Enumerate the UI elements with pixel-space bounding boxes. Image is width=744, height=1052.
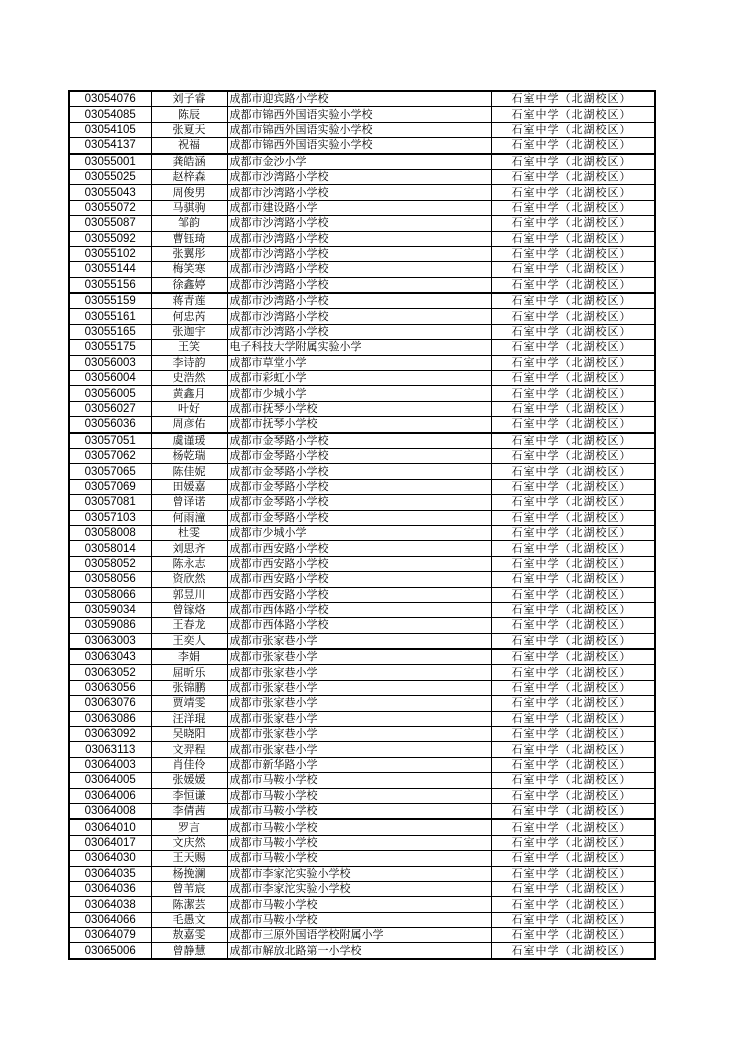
admitted-school-cell: 石室中学（北湖校区） [491,742,655,757]
table-row [69,897,655,912]
admitted-school-cell: 石室中学（北湖校区） [491,231,655,246]
student-name-cell: 何雨潼 [151,510,227,525]
admitted-school-cell: 石室中学（北湖校区） [491,819,655,835]
table-row [69,293,655,309]
table-row [69,742,655,757]
primary-school-cell: 成都市张家巷小学 [227,727,491,742]
student-name-cell: 罗言 [151,819,227,835]
admitted-school-cell: 石室中学（北湖校区） [491,371,655,386]
student-name-cell: 陈潔芸 [151,897,227,912]
student-id-cell: 03055072 [69,200,151,215]
primary-school-cell: 成都市西安路小学校 [227,541,491,556]
primary-school-cell: 成都市抚琴小学校 [227,401,491,416]
student-name-cell: 文庆然 [151,835,227,850]
table-row [69,107,655,122]
student-name-cell: 曾静慧 [151,943,227,959]
student-name-cell: 陈永志 [151,556,227,571]
primary-school-cell: 成都市西体路小学校 [227,618,491,633]
admitted-school-cell: 石室中学（北湖校区） [491,711,655,726]
admitted-school-cell: 石室中学（北湖校区） [491,138,655,154]
student-id-cell: 03057103 [69,510,151,525]
primary-school-cell: 成都市解放北路第一小学校 [227,943,491,959]
student-id-cell: 03059086 [69,618,151,633]
student-id-cell: 03064038 [69,897,151,912]
student-name-cell: 贾靖雯 [151,696,227,711]
table-row [69,324,655,339]
student-name-cell: 龚皓涵 [151,154,227,170]
admitted-school-cell: 石室中学（北湖校区） [491,464,655,479]
table-row [69,277,655,293]
student-name-cell: 毛愚文 [151,912,227,927]
primary-school-cell: 成都市张家巷小学 [227,696,491,711]
primary-school-cell: 成都市沙湾路小学校 [227,309,491,324]
primary-school-cell: 成都市马鞍小学校 [227,912,491,927]
student-id-cell: 03058066 [69,587,151,602]
table-row [69,340,655,355]
student-id-cell: 03055165 [69,324,151,339]
student-id-cell: 03054085 [69,107,151,122]
table-row [69,122,655,137]
primary-school-cell: 成都市金琴路小学校 [227,510,491,525]
admitted-school-cell: 石室中学（北湖校区） [491,340,655,355]
table-row [69,185,655,200]
admitted-school-cell: 石室中学（北湖校区） [491,618,655,633]
table-row [69,912,655,927]
admission-table [68,90,656,960]
admitted-school-cell: 石室中学（北湖校区） [491,572,655,587]
admitted-school-cell: 石室中学（北湖校区） [491,495,655,510]
admitted-school-cell: 石室中学（北湖校区） [491,587,655,602]
student-name-cell: 陈佳妮 [151,464,227,479]
student-name-cell: 何忠芮 [151,309,227,324]
admitted-school-cell: 石室中学（北湖校区） [491,912,655,927]
primary-school-cell: 成都市马鞍小学校 [227,773,491,788]
student-id-cell: 03055102 [69,246,151,261]
table-row [69,696,655,711]
table-row [69,216,655,231]
table-row [69,138,655,154]
admitted-school-cell: 石室中学（北湖校区） [491,773,655,788]
table-row [69,757,655,772]
student-id-cell: 03058052 [69,556,151,571]
student-id-cell: 03063003 [69,633,151,649]
student-id-cell: 03064006 [69,788,151,803]
student-id-cell: 03058014 [69,541,151,556]
student-name-cell: 王笑 [151,340,227,355]
primary-school-cell: 成都市张家巷小学 [227,649,491,665]
student-id-cell: 03063076 [69,696,151,711]
table-row [69,401,655,416]
student-name-cell: 曾镓烙 [151,602,227,617]
primary-school-cell: 成都市沙湾路小学校 [227,246,491,261]
table-row [69,587,655,602]
student-name-cell: 张锦鹏 [151,680,227,695]
student-name-cell: 曾译诺 [151,495,227,510]
student-id-cell: 03054137 [69,138,151,154]
table-row [69,851,655,866]
table-row [69,448,655,463]
table-row [69,881,655,896]
student-id-cell: 03055175 [69,340,151,355]
student-name-cell: 赵梓森 [151,169,227,184]
admitted-school-cell: 石室中学（北湖校区） [491,696,655,711]
student-name-cell: 黄鑫月 [151,386,227,401]
admitted-school-cell: 石室中学（北湖校区） [491,386,655,401]
admitted-school-cell: 石室中学（北湖校区） [491,803,655,819]
student-name-cell: 汪洋琨 [151,711,227,726]
table-row [69,169,655,184]
table-row [69,572,655,587]
primary-school-cell: 成都市马鞍小学校 [227,835,491,850]
primary-school-cell: 成都市金琴路小学校 [227,464,491,479]
primary-school-cell: 成都市西安路小学校 [227,556,491,571]
primary-school-cell: 成都市张家巷小学 [227,665,491,680]
table-row [69,541,655,556]
student-name-cell: 邹韵 [151,216,227,231]
primary-school-cell: 成都市抚琴小学校 [227,417,491,433]
table-row [69,154,655,170]
table-row [69,711,655,726]
table-row [69,803,655,819]
admitted-school-cell: 石室中学（北湖校区） [491,417,655,433]
primary-school-cell: 成都市马鞍小学校 [227,897,491,912]
table-row [69,556,655,571]
admitted-school-cell: 石室中学（北湖校区） [491,107,655,122]
student-name-cell: 张夏天 [151,122,227,137]
admitted-school-cell: 石室中学（北湖校区） [491,401,655,416]
primary-school-cell: 电子科技大学附属实验小学 [227,340,491,355]
table-row [69,835,655,850]
student-id-cell: 03058056 [69,572,151,587]
student-id-cell: 03064036 [69,881,151,896]
table-row [69,386,655,401]
admitted-school-cell: 石室中学（北湖校区） [491,556,655,571]
student-id-cell: 03056003 [69,355,151,370]
student-name-cell: 李倩茜 [151,803,227,819]
table-row [69,309,655,324]
primary-school-cell: 成都市金沙小学 [227,154,491,170]
admitted-school-cell: 石室中学（北湖校区） [491,216,655,231]
primary-school-cell: 成都市张家巷小学 [227,633,491,649]
admitted-school-cell: 石室中学（北湖校区） [491,649,655,665]
primary-school-cell: 成都市沙湾路小学校 [227,185,491,200]
student-id-cell: 03055001 [69,154,151,170]
table-row [69,602,655,617]
student-id-cell: 03064079 [69,928,151,943]
admitted-school-cell: 石室中学（北湖校区） [491,835,655,850]
primary-school-cell: 成都市三原外国语学校附属小学 [227,928,491,943]
primary-school-cell: 成都市马鞍小学校 [227,803,491,819]
admitted-school-cell: 石室中学（北湖校区） [491,943,655,959]
primary-school-cell: 成都市张家巷小学 [227,742,491,757]
admitted-school-cell: 石室中学（北湖校区） [491,665,655,680]
admitted-school-cell: 石室中学（北湖校区） [491,757,655,772]
table-row [69,262,655,277]
table-row [69,727,655,742]
admitted-school-cell: 石室中学（北湖校区） [491,881,655,896]
table-row [69,928,655,943]
primary-school-cell: 成都市西体路小学校 [227,602,491,617]
student-id-cell: 03055043 [69,185,151,200]
table-row [69,371,655,386]
table-row [69,91,655,107]
student-id-cell: 03063056 [69,680,151,695]
primary-school-cell: 成都市锦西外国语实验小学校 [227,138,491,154]
admitted-school-cell: 石室中学（北湖校区） [491,541,655,556]
student-name-cell: 史浩然 [151,371,227,386]
student-name-cell: 张媛媛 [151,773,227,788]
primary-school-cell: 成都市建设路小学 [227,200,491,215]
student-name-cell: 周俊男 [151,185,227,200]
primary-school-cell: 成都市沙湾路小学校 [227,324,491,339]
student-name-cell: 曹钰琦 [151,231,227,246]
admitted-school-cell: 石室中学（北湖校区） [491,525,655,540]
primary-school-cell: 成都市沙湾路小学校 [227,262,491,277]
student-name-cell: 张翼彤 [151,246,227,261]
admitted-school-cell: 石室中学（北湖校区） [491,851,655,866]
student-name-cell: 杜雯 [151,525,227,540]
student-id-cell: 03055025 [69,169,151,184]
primary-school-cell: 成都市沙湾路小学校 [227,293,491,309]
admitted-school-cell: 石室中学（北湖校区） [491,788,655,803]
table-row [69,773,655,788]
student-id-cell: 03064017 [69,835,151,850]
student-name-cell: 虞谨瑗 [151,433,227,449]
student-name-cell: 王奕人 [151,633,227,649]
student-id-cell: 03057069 [69,479,151,494]
student-name-cell: 周彦佑 [151,417,227,433]
student-name-cell: 祝福 [151,138,227,154]
student-id-cell: 03064003 [69,757,151,772]
admitted-school-cell: 石室中学（北湖校区） [491,897,655,912]
student-name-cell: 杨乾瑞 [151,448,227,463]
admitted-school-cell: 石室中学（北湖校区） [491,928,655,943]
student-id-cell: 03054105 [69,122,151,137]
primary-school-cell: 成都市马鞍小学校 [227,819,491,835]
table-row [69,680,655,695]
primary-school-cell: 成都市沙湾路小学校 [227,216,491,231]
student-name-cell: 王春龙 [151,618,227,633]
student-id-cell: 03057081 [69,495,151,510]
table-row [69,665,655,680]
admitted-school-cell: 石室中学（北湖校区） [491,293,655,309]
student-id-cell: 03064010 [69,819,151,835]
table-row [69,479,655,494]
admitted-school-cell: 石室中学（北湖校区） [491,277,655,293]
student-id-cell: 03058008 [69,525,151,540]
admitted-school-cell: 石室中学（北湖校区） [491,122,655,137]
student-id-cell: 03064030 [69,851,151,866]
student-name-cell: 蒋青莲 [151,293,227,309]
primary-school-cell: 成都市李家沱实验小学校 [227,866,491,881]
admitted-school-cell: 石室中学（北湖校区） [491,246,655,261]
primary-school-cell: 成都市彩虹小学 [227,371,491,386]
primary-school-cell: 成都市新华路小学 [227,757,491,772]
student-name-cell: 郭昱川 [151,587,227,602]
admitted-school-cell: 石室中学（北湖校区） [491,510,655,525]
primary-school-cell: 成都市少城小学 [227,386,491,401]
student-name-cell: 肖佳伶 [151,757,227,772]
table-row [69,633,655,649]
student-id-cell: 03063092 [69,727,151,742]
admitted-school-cell: 石室中学（北湖校区） [491,185,655,200]
student-id-cell: 03063086 [69,711,151,726]
table-row [69,819,655,835]
admitted-school-cell: 石室中学（北湖校区） [491,262,655,277]
student-name-cell: 屈昕乐 [151,665,227,680]
student-name-cell: 张迦宇 [151,324,227,339]
primary-school-cell: 成都市金琴路小学校 [227,479,491,494]
student-id-cell: 03056005 [69,386,151,401]
table-row [69,200,655,215]
student-name-cell: 叶好 [151,401,227,416]
admitted-school-cell: 石室中学（北湖校区） [491,479,655,494]
student-name-cell: 陈辰 [151,107,227,122]
student-id-cell: 03056036 [69,417,151,433]
student-name-cell: 马骐驹 [151,200,227,215]
student-id-cell: 03057062 [69,448,151,463]
primary-school-cell: 成都市锦西外国语实验小学校 [227,107,491,122]
table-row [69,464,655,479]
table-row [69,231,655,246]
table-row [69,618,655,633]
primary-school-cell: 成都市马鞍小学校 [227,851,491,866]
student-name-cell: 李诗韵 [151,355,227,370]
admitted-school-cell: 石室中学（北湖校区） [491,680,655,695]
admitted-school-cell: 石室中学（北湖校区） [491,309,655,324]
primary-school-cell: 成都市西安路小学校 [227,587,491,602]
student-id-cell: 03055161 [69,309,151,324]
student-id-cell: 03064008 [69,803,151,819]
student-id-cell: 03057065 [69,464,151,479]
table-row [69,525,655,540]
table-row [69,433,655,449]
student-name-cell: 资欣然 [151,572,227,587]
admitted-school-cell: 石室中学（北湖校区） [491,602,655,617]
primary-school-cell: 成都市金琴路小学校 [227,495,491,510]
student-name-cell: 吴晓阳 [151,727,227,742]
student-id-cell: 03063113 [69,742,151,757]
table-row [69,866,655,881]
student-name-cell: 曾苇宸 [151,881,227,896]
admitted-school-cell: 石室中学（北湖校区） [491,154,655,170]
student-name-cell: 杨挽澜 [151,866,227,881]
student-id-cell: 03055087 [69,216,151,231]
student-name-cell: 刘子睿 [151,91,227,107]
admitted-school-cell: 石室中学（北湖校区） [491,169,655,184]
student-id-cell: 03055156 [69,277,151,293]
admitted-school-cell: 石室中学（北湖校区） [491,355,655,370]
admitted-school-cell: 石室中学（北湖校区） [491,633,655,649]
primary-school-cell: 成都市马鞍小学校 [227,788,491,803]
primary-school-cell: 成都市张家巷小学 [227,711,491,726]
table-body [69,91,655,959]
student-name-cell: 李娟 [151,649,227,665]
admitted-school-cell: 石室中学（北湖校区） [491,200,655,215]
student-name-cell: 田媛嘉 [151,479,227,494]
student-id-cell: 03056027 [69,401,151,416]
student-name-cell: 刘思齐 [151,541,227,556]
student-id-cell: 03064066 [69,912,151,927]
primary-school-cell: 成都市金琴路小学校 [227,448,491,463]
primary-school-cell: 成都市草堂小学 [227,355,491,370]
primary-school-cell: 成都市沙湾路小学校 [227,277,491,293]
table-row [69,649,655,665]
primary-school-cell: 成都市沙湾路小学校 [227,169,491,184]
student-id-cell: 03063052 [69,665,151,680]
student-name-cell: 王天赐 [151,851,227,866]
table-row [69,417,655,433]
admitted-school-cell: 石室中学（北湖校区） [491,91,655,107]
primary-school-cell: 成都市锦西外国语实验小学校 [227,122,491,137]
table-row [69,355,655,370]
student-id-cell: 03059034 [69,602,151,617]
primary-school-cell: 成都市张家巷小学 [227,680,491,695]
student-name-cell: 徐鑫婷 [151,277,227,293]
table-row [69,943,655,959]
admitted-school-cell: 石室中学（北湖校区） [491,433,655,449]
table-row [69,246,655,261]
primary-school-cell: 成都市西安路小学校 [227,572,491,587]
student-id-cell: 03054076 [69,91,151,107]
admitted-school-cell: 石室中学（北湖校区） [491,324,655,339]
admitted-school-cell: 石室中学（北湖校区） [491,866,655,881]
primary-school-cell: 成都市金琴路小学校 [227,433,491,449]
student-id-cell: 03056004 [69,371,151,386]
student-id-cell: 03063043 [69,649,151,665]
table-row [69,510,655,525]
table-row [69,495,655,510]
student-id-cell: 03064035 [69,866,151,881]
table-row [69,788,655,803]
student-id-cell: 03057051 [69,433,151,449]
student-name-cell: 文羿程 [151,742,227,757]
primary-school-cell: 成都市少城小学 [227,525,491,540]
student-name-cell: 李恒谦 [151,788,227,803]
admitted-school-cell: 石室中学（北湖校区） [491,727,655,742]
primary-school-cell: 成都市李家沱实验小学校 [227,881,491,896]
student-id-cell: 03055144 [69,262,151,277]
student-id-cell: 03064005 [69,773,151,788]
admitted-school-cell: 石室中学（北湖校区） [491,448,655,463]
student-name-cell: 敖嘉雯 [151,928,227,943]
student-id-cell: 03065006 [69,943,151,959]
primary-school-cell: 成都市沙湾路小学校 [227,231,491,246]
student-name-cell: 梅笑寒 [151,262,227,277]
student-id-cell: 03055092 [69,231,151,246]
primary-school-cell: 成都市迎宾路小学校 [227,91,491,107]
student-id-cell: 03055159 [69,293,151,309]
